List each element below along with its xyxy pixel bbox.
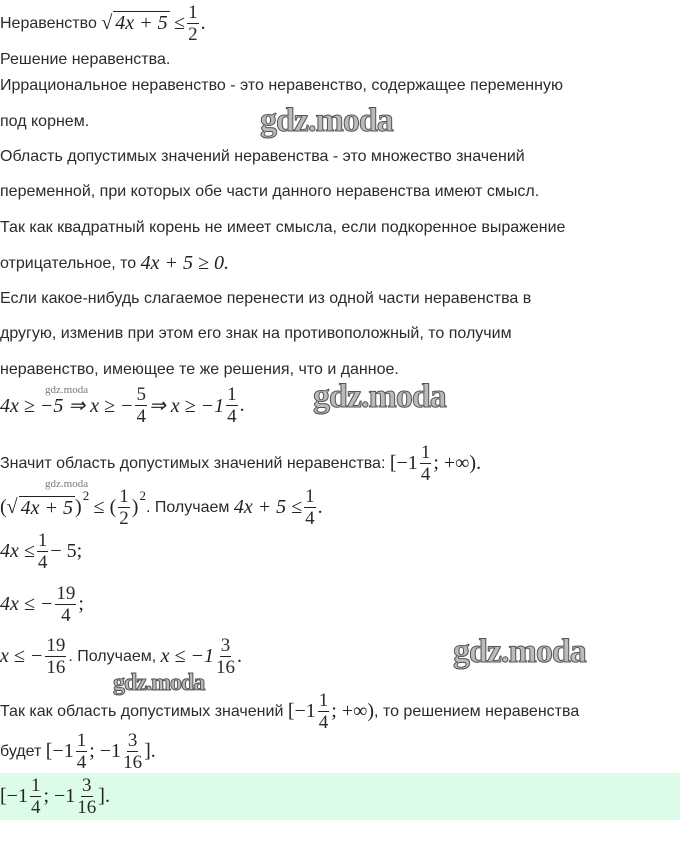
fraction (118, 486, 130, 529)
denominator: 4 (61, 605, 71, 626)
math-expression: ; +∞). (433, 452, 482, 474)
fraction (318, 690, 330, 733)
paragraph-line: Так как квадратный корень не имеет смысла, если подкоренное выражение (0, 219, 566, 236)
period: . (239, 394, 245, 416)
numerator: 1 (305, 486, 315, 507)
denominator: 16 (46, 657, 66, 678)
denominator: 4 (136, 406, 146, 427)
paragraph-line: другую, изменив при этом его знак на противоположный, то получим (0, 325, 512, 342)
fraction (216, 635, 235, 678)
exponent: 2 (139, 487, 146, 503)
numerator: 3 (82, 775, 92, 796)
text: отрицательное, то (0, 254, 137, 272)
math-expression: 4x ≤ − (0, 593, 54, 615)
math-line (0, 583, 84, 626)
math-expression: ; (78, 593, 84, 615)
denominator: 4 (37, 552, 48, 573)
watermark: gdz.moda (45, 384, 89, 396)
numerator: 5 (136, 384, 146, 405)
denominator: 4 (420, 464, 431, 485)
denominator: 2 (119, 508, 129, 529)
period: . (237, 645, 243, 667)
numerator: 19 (46, 635, 66, 656)
paragraph-line: Область допустимых значений неравенства - это множество значений (0, 148, 525, 165)
text: будет (0, 742, 42, 760)
math-expression: ≤ ( (93, 496, 117, 518)
math-expression: [−1 (0, 785, 28, 807)
math-line (0, 384, 245, 427)
exponent: 2 (82, 487, 90, 503)
sqrt-expression: √ 4x + 5 (101, 12, 168, 34)
paragraph-line: под корнем. (0, 113, 90, 130)
denominator: 4 (227, 406, 237, 427)
text: . Получаем (145, 498, 230, 516)
problem-statement (0, 2, 206, 45)
math-expression: [−1 (45, 740, 74, 762)
math-expression: ; +∞) (331, 700, 375, 722)
fraction (226, 384, 238, 427)
math-expression: ]. (98, 785, 110, 807)
fraction (187, 2, 199, 45)
fraction (45, 635, 66, 678)
denominator: 2 (188, 24, 198, 45)
numerator: 1 (37, 530, 48, 551)
math-expression: (√ (0, 496, 18, 518)
denominator: 4 (76, 752, 87, 773)
math-expression: 4x + 5 ≥ 0. (140, 252, 229, 274)
math-expression: 4x + 5 ≤ (233, 496, 303, 518)
math-expression: ; −1 (89, 740, 122, 762)
math-expression: ]. (144, 740, 156, 762)
solution-heading: Решение неравенства. (0, 51, 171, 68)
numerator: 1 (227, 384, 237, 405)
denominator: 4 (305, 508, 315, 529)
numerator: 19 (56, 583, 76, 604)
watermark: gdz.moda (313, 378, 446, 415)
math-expression: x ≤ −1 (160, 645, 215, 667)
fraction (55, 583, 76, 626)
fraction (420, 442, 432, 485)
math-line (0, 530, 82, 573)
fraction (77, 775, 96, 818)
text: Так как область допустимых значений (0, 702, 284, 720)
denominator: 4 (318, 712, 329, 733)
answer-line (0, 775, 110, 818)
numerator: 1 (318, 690, 329, 711)
text: . Получаем, (68, 647, 157, 665)
denominator: 16 (123, 752, 143, 773)
problem-label: Неравенство (0, 14, 97, 32)
math-line (0, 486, 323, 529)
fraction (30, 775, 42, 818)
watermark: gdz.moda (260, 102, 393, 139)
paragraph-line: переменной, при которых обе части данного неравенства имеют смысл. (0, 183, 540, 200)
period: . (200, 12, 206, 34)
fraction (123, 730, 142, 773)
denominator: 16 (216, 657, 236, 678)
text: Значит область допустимых значений неравенства: (0, 454, 386, 472)
sqrt-arg: 4x + 5 (115, 12, 168, 34)
conclusion-line (0, 690, 579, 733)
numerator: 1 (30, 775, 41, 796)
math-expression: ) (75, 496, 82, 518)
numerator: 1 (119, 486, 129, 507)
math-expression: ; −1 (43, 785, 76, 807)
math-expression: [−1 (389, 452, 418, 474)
watermark: gdz.moda (453, 633, 586, 670)
paragraph-line (0, 252, 229, 275)
numerator: 1 (76, 730, 87, 751)
sqrt-arg: 4x + 5 (20, 496, 74, 519)
paragraph-line: Если какое-нибудь слагаемое перенести из одной части неравенства в (0, 290, 532, 307)
watermark: gdz.moda (45, 478, 89, 490)
math-expression: [−1 (287, 700, 316, 722)
period: . (317, 496, 323, 518)
math-expression: ) (131, 496, 139, 518)
text: , то решением неравенства (374, 702, 580, 720)
numerator: 3 (127, 730, 138, 751)
conclusion-line (0, 730, 156, 773)
watermark: gdz.moda (113, 670, 205, 696)
math-expression: − 5; (50, 540, 83, 562)
numerator: 1 (420, 442, 431, 463)
paragraph-line: неравенство, имеющее те же решения, что и данное. (0, 361, 399, 378)
math-expression: ⇒ x ≥ −1 (148, 395, 225, 417)
fraction (76, 730, 88, 773)
denominator: 16 (77, 797, 97, 818)
paragraph-line: Иррациональное неравенство - это неравенство, содержащее переменную (0, 77, 563, 94)
fraction (135, 384, 147, 427)
denominator: 4 (30, 797, 41, 818)
fraction (304, 486, 316, 529)
math-expression: 4x ≥ −5 ⇒ x ≥ − (0, 395, 134, 417)
fraction (37, 530, 49, 573)
relation: ≤ (174, 12, 186, 34)
math-expression: 4x ≤ (0, 540, 35, 562)
math-expression: x ≤ − (0, 645, 44, 667)
numerator: 3 (220, 635, 231, 656)
numerator: 1 (188, 2, 198, 23)
